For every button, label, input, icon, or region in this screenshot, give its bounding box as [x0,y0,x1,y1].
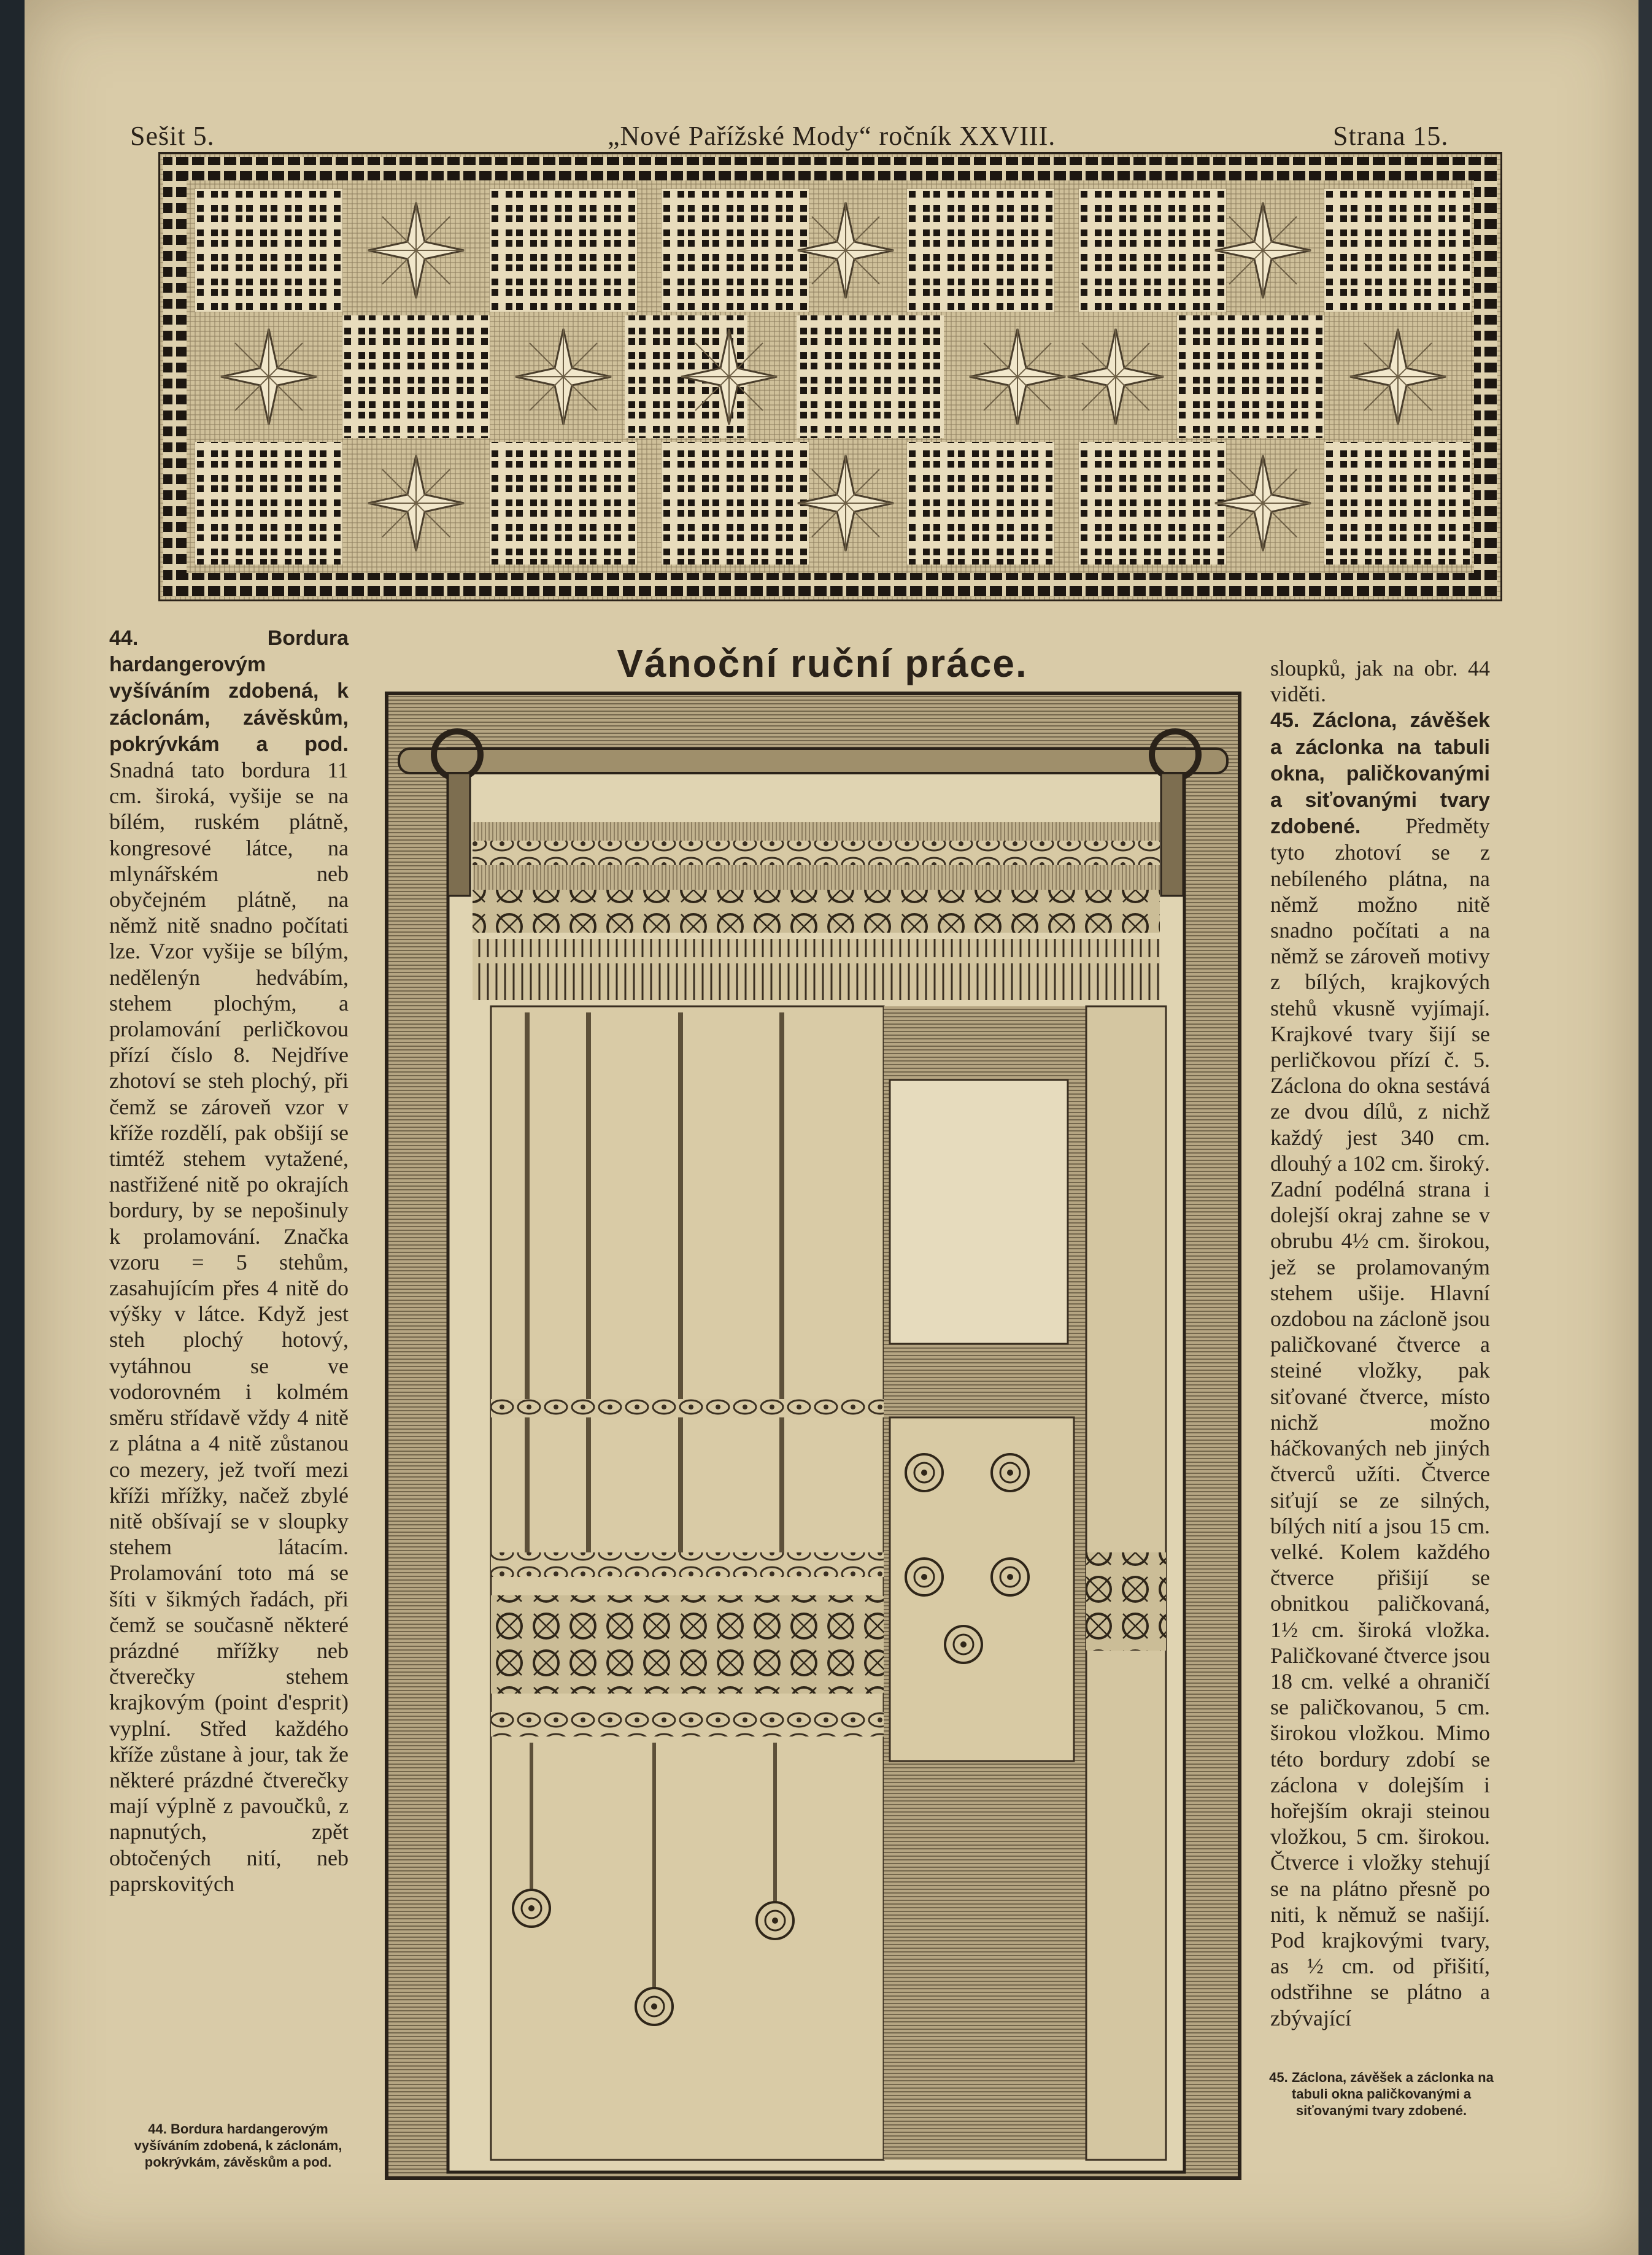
article-heading-45: 45. Záclona, závěšek a záclonka na tabuli okna, paličkovanými a siťovanými tvary zdobené. [1270,709,1490,839]
magazine-title: „Nové Pařížské Mody“ ročník XXVIII. [608,121,1056,151]
page-number: Strana 15. [1333,121,1449,151]
section-title: Vánoční ruční práce. [617,641,1028,685]
figure-45-curtain [380,687,1246,2184]
article-body-45: Předměty tyto zhotoví se z nebíleného plátna, na němž možno nitě snadno počítati a na němž se zároveň motivy z bílých, krajkových stehů vkusně vyjímají. Krajkové tvary šijí se perličkovou přízí č. 5. Záclona do okna sestává ze dvou dílů, z nichž každý jest 340 cm. dlouhý a 102 cm. široký. Zadní podélná strana i dolejší okraj zahne se v obrubu 4½ cm. širokou, jež se prolamovaným stehem ušije. Hlavní ozdobou na záclonĕ jsou paličkované čtverce a steiné vložky, pak siťované čtverce, místo nichž možno háčkovaných neb jiných čtverců užíti. Čtverce siťují se ze silných, bílých nití a jsou 15 cm. velké. Kolem každého čtverce přišijí se obnitkou paličkovaná, 1½ cm. široká vložka. Paličkované čtverce jsou 18 cm. velké a ohraničí se paličkovanou, 5 cm. širokou vložkou. Mimo této bordury zdobí se záclona v dolejším i hořejším okraji steinou vložkou, 5 cm. širokou. Čtverce i vložky stehují se na plátno přesně po niti, k němuž se našijí. Pod krajkovými tvary, as ½ cm. od přišití, odstřihne se plátno a zbývající [1270,814,1490,2030]
figure-44-caption: 44. Bordura hardangerovým vyšíváním zdobená, k záclonám, pokrývkám, závěskům a pod. [134,2121,342,2170]
article-continuation: sloupků, jak na obr. 44 viděti. [1270,656,1490,707]
article-column-left [109,625,349,1897]
issue-number: Sešit 5. [130,121,215,151]
figure-45-caption: 45. Záclona, závěšek a záclonka na tabuli okna paličkovanými a siťovanými tvary zdobené. [1269,2070,1494,2118]
article-column-right [1270,655,1490,2031]
article-body-44: Snadná tato bordura 11 cm. široká, vyšije se na bílém, ruském plátně, kongresové látce, na mlynářském neb obyčejném plátně, na němž nitě snadno počítati lze. Vzor vyšije se bílým, nedělenýn hedvábím, stehem plochým, a prolamování perličkovou přízí číslo 8. Nejdříve zhotoví se steh plochý, při čemž se zároveň vzor v kříže rozdělí, pak obšijí se timtéž stehem vytažené, nastřižené nitě po okrajích bordury, by se nepošinuly k prolamování. Značka vzoru = 5 stehům, zasahujícím přes 4 nitě do výšky v látce. Když jest steh plochý hotový, vytáhnou se ve vodorovném i kolmém směru střídavě vždy 4 nitě z plátna a 4 nitě zůstanou co mezery, jež tvoří mezi kříži mřížky, načež zbylé nitě obšívají se v sloupky stehem látacím. Prolamování toto má se šíti v šikmých řadách, při čemž se současně některé prázdné mřížky neb čtverečky stehem krajkovým (point d'esprit) vyplní. Střed každého kříže zůstane à jour, tak že některé prázdné čtverečky mají výplně z pavoučků, z napnutých, zpět obtočených nití, neb paprskovitých [109,758,349,1896]
figure-44-hardanger-border [158,152,1502,601]
book-spine [0,0,25,2255]
article-heading-44: 44. Bordura hardangerovým vyšíváním zdobená, k záclonám, závěskům, pokrývkám a pod. [109,626,349,756]
